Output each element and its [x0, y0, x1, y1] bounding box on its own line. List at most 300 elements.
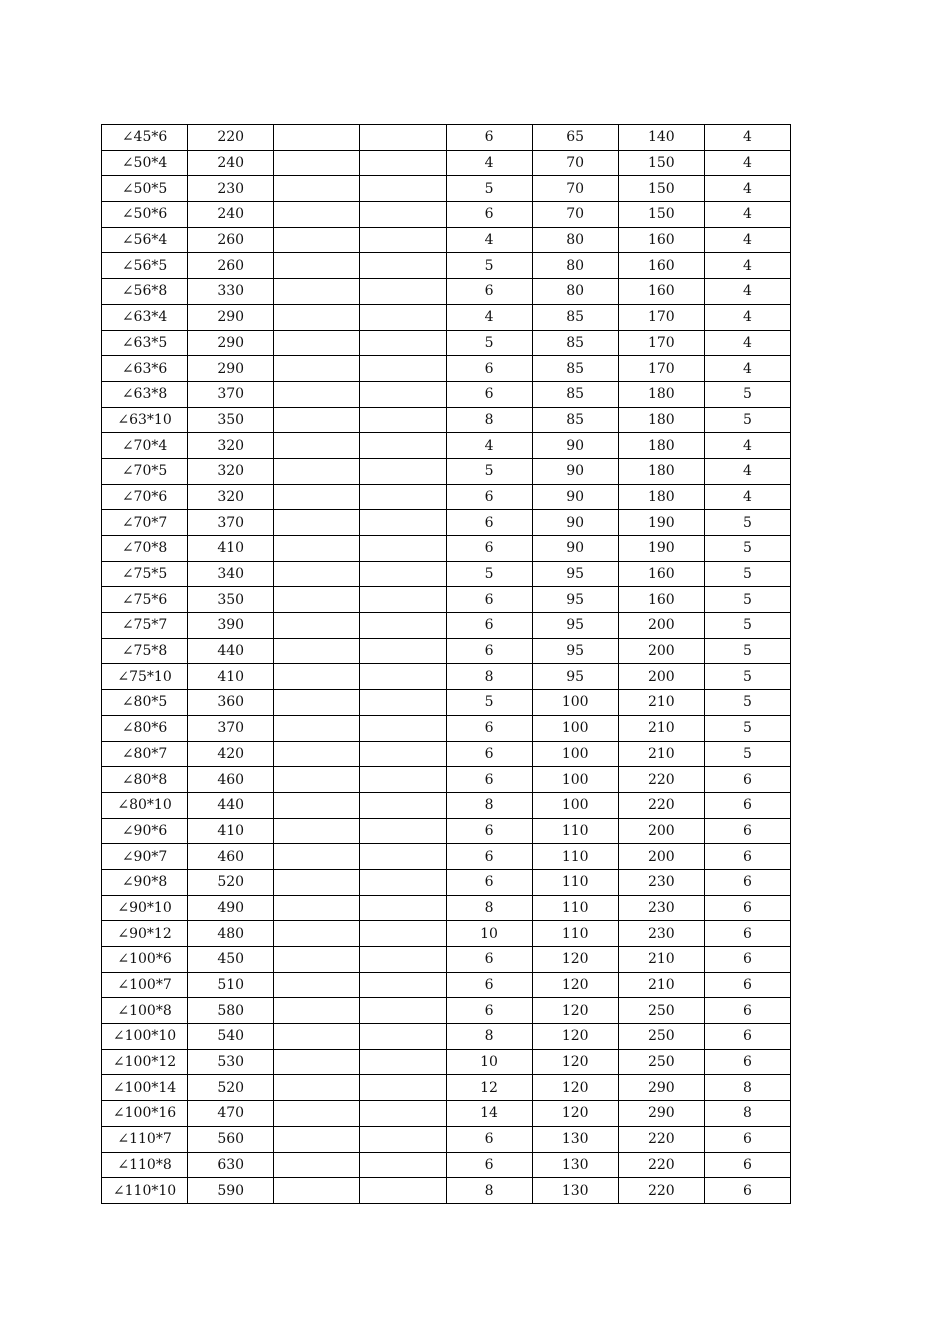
cell-empty-b [360, 433, 446, 459]
cell-empty-a [274, 125, 360, 151]
cell-value-e: 6 [704, 947, 790, 973]
cell-spec: ∠70*8 [102, 536, 188, 562]
table-row [102, 279, 791, 305]
cell-value-a: 290 [188, 304, 274, 330]
cell-value-c: 110 [532, 818, 618, 844]
cell-value-d: 150 [618, 202, 704, 228]
cell-value-d: 180 [618, 433, 704, 459]
cell-value-a: 220 [188, 125, 274, 151]
cell-empty-a [274, 381, 360, 407]
cell-empty-a [274, 947, 360, 973]
cell-value-c: 70 [532, 176, 618, 202]
cell-value-d: 210 [618, 715, 704, 741]
cell-empty-b [360, 613, 446, 639]
table-row [102, 510, 791, 536]
table-row [102, 1101, 791, 1127]
cell-empty-a [274, 1152, 360, 1178]
cell-value-c: 95 [532, 587, 618, 613]
table-row [102, 715, 791, 741]
cell-value-e: 4 [704, 279, 790, 305]
cell-empty-b [360, 150, 446, 176]
table-row [102, 1152, 791, 1178]
cell-empty-b [360, 125, 446, 151]
cell-empty-b [360, 741, 446, 767]
table-row [102, 869, 791, 895]
cell-value-a: 410 [188, 664, 274, 690]
cell-spec: ∠70*7 [102, 510, 188, 536]
cell-value-e: 4 [704, 330, 790, 356]
cell-value-e: 5 [704, 690, 790, 716]
cell-empty-b [360, 1126, 446, 1152]
cell-value-c: 110 [532, 895, 618, 921]
cell-empty-a [274, 690, 360, 716]
cell-value-a: 240 [188, 150, 274, 176]
cell-value-e: 4 [704, 253, 790, 279]
cell-value-b: 5 [446, 176, 532, 202]
cell-value-b: 4 [446, 227, 532, 253]
cell-value-c: 120 [532, 1075, 618, 1101]
cell-value-b: 6 [446, 381, 532, 407]
cell-empty-b [360, 1178, 446, 1204]
cell-spec: ∠80*10 [102, 792, 188, 818]
cell-value-a: 360 [188, 690, 274, 716]
table-row [102, 561, 791, 587]
cell-value-e: 4 [704, 304, 790, 330]
cell-value-b: 6 [446, 741, 532, 767]
cell-spec: ∠75*7 [102, 613, 188, 639]
cell-value-b: 6 [446, 279, 532, 305]
cell-value-b: 6 [446, 356, 532, 382]
cell-value-e: 4 [704, 125, 790, 151]
cell-value-d: 160 [618, 227, 704, 253]
cell-value-e: 6 [704, 869, 790, 895]
cell-empty-a [274, 253, 360, 279]
cell-empty-a [274, 869, 360, 895]
cell-spec: ∠70*4 [102, 433, 188, 459]
cell-value-a: 320 [188, 484, 274, 510]
cell-value-b: 8 [446, 664, 532, 690]
table-row [102, 125, 791, 151]
cell-value-b: 6 [446, 715, 532, 741]
cell-value-c: 120 [532, 998, 618, 1024]
cell-empty-b [360, 561, 446, 587]
cell-value-b: 6 [446, 125, 532, 151]
cell-spec: ∠110*7 [102, 1126, 188, 1152]
cell-value-d: 210 [618, 741, 704, 767]
cell-empty-b [360, 356, 446, 382]
cell-value-b: 6 [446, 613, 532, 639]
cell-spec: ∠90*7 [102, 844, 188, 870]
cell-value-e: 5 [704, 613, 790, 639]
cell-value-c: 95 [532, 613, 618, 639]
cell-empty-a [274, 587, 360, 613]
cell-empty-a [274, 715, 360, 741]
cell-spec: ∠100*10 [102, 1024, 188, 1050]
table-row [102, 536, 791, 562]
cell-value-e: 4 [704, 433, 790, 459]
cell-value-b: 6 [446, 818, 532, 844]
cell-value-d: 160 [618, 279, 704, 305]
cell-value-c: 120 [532, 972, 618, 998]
cell-value-c: 120 [532, 1049, 618, 1075]
cell-spec: ∠80*8 [102, 767, 188, 793]
cell-value-d: 250 [618, 998, 704, 1024]
cell-value-d: 250 [618, 1024, 704, 1050]
cell-value-e: 6 [704, 792, 790, 818]
cell-value-a: 540 [188, 1024, 274, 1050]
cell-value-e: 5 [704, 536, 790, 562]
cell-value-e: 5 [704, 715, 790, 741]
cell-value-b: 4 [446, 433, 532, 459]
cell-value-b: 6 [446, 767, 532, 793]
cell-value-d: 200 [618, 844, 704, 870]
cell-value-a: 350 [188, 407, 274, 433]
cell-empty-b [360, 767, 446, 793]
cell-spec: ∠63*5 [102, 330, 188, 356]
cell-value-b: 6 [446, 587, 532, 613]
cell-value-c: 90 [532, 458, 618, 484]
cell-value-e: 5 [704, 561, 790, 587]
cell-value-d: 150 [618, 150, 704, 176]
cell-spec: ∠50*5 [102, 176, 188, 202]
cell-value-d: 250 [618, 1049, 704, 1075]
cell-spec: ∠75*8 [102, 638, 188, 664]
cell-value-e: 6 [704, 972, 790, 998]
cell-value-e: 6 [704, 921, 790, 947]
cell-value-b: 12 [446, 1075, 532, 1101]
cell-value-a: 260 [188, 253, 274, 279]
cell-value-d: 210 [618, 947, 704, 973]
cell-value-e: 5 [704, 741, 790, 767]
cell-value-d: 170 [618, 356, 704, 382]
cell-empty-b [360, 895, 446, 921]
cell-empty-a [274, 972, 360, 998]
cell-empty-b [360, 690, 446, 716]
cell-value-e: 6 [704, 818, 790, 844]
table-row [102, 407, 791, 433]
cell-empty-b [360, 638, 446, 664]
cell-spec: ∠100*12 [102, 1049, 188, 1075]
cell-empty-a [274, 330, 360, 356]
cell-empty-a [274, 279, 360, 305]
table-row [102, 150, 791, 176]
cell-value-a: 290 [188, 356, 274, 382]
cell-value-b: 6 [446, 202, 532, 228]
cell-value-a: 460 [188, 844, 274, 870]
cell-empty-a [274, 792, 360, 818]
cell-spec: ∠110*8 [102, 1152, 188, 1178]
cell-value-a: 260 [188, 227, 274, 253]
cell-value-c: 95 [532, 561, 618, 587]
cell-value-a: 520 [188, 869, 274, 895]
cell-empty-b [360, 715, 446, 741]
cell-spec: ∠100*7 [102, 972, 188, 998]
cell-value-b: 4 [446, 150, 532, 176]
cell-value-a: 510 [188, 972, 274, 998]
cell-value-a: 240 [188, 202, 274, 228]
cell-empty-a [274, 921, 360, 947]
cell-value-a: 530 [188, 1049, 274, 1075]
table-row [102, 613, 791, 639]
table-row [102, 767, 791, 793]
cell-value-d: 200 [618, 613, 704, 639]
cell-value-b: 6 [446, 947, 532, 973]
cell-value-c: 90 [532, 510, 618, 536]
cell-spec: ∠110*10 [102, 1178, 188, 1204]
cell-value-a: 460 [188, 767, 274, 793]
cell-spec: ∠80*5 [102, 690, 188, 716]
table-row [102, 638, 791, 664]
cell-empty-b [360, 536, 446, 562]
cell-value-b: 4 [446, 304, 532, 330]
cell-empty-a [274, 1075, 360, 1101]
cell-empty-a [274, 664, 360, 690]
cell-value-a: 330 [188, 279, 274, 305]
cell-empty-b [360, 279, 446, 305]
cell-value-d: 230 [618, 921, 704, 947]
cell-value-e: 4 [704, 150, 790, 176]
cell-value-e: 4 [704, 227, 790, 253]
cell-spec: ∠75*5 [102, 561, 188, 587]
cell-value-e: 5 [704, 587, 790, 613]
cell-empty-a [274, 1101, 360, 1127]
cell-value-a: 520 [188, 1075, 274, 1101]
table-row [102, 1126, 791, 1152]
cell-empty-a [274, 356, 360, 382]
cell-empty-b [360, 587, 446, 613]
cell-value-d: 230 [618, 895, 704, 921]
cell-empty-b [360, 998, 446, 1024]
cell-value-b: 10 [446, 1049, 532, 1075]
cell-value-d: 160 [618, 253, 704, 279]
angle-steel-spec-table [101, 124, 791, 1204]
cell-value-e: 6 [704, 1178, 790, 1204]
cell-value-a: 370 [188, 381, 274, 407]
table-row [102, 741, 791, 767]
cell-value-a: 370 [188, 510, 274, 536]
cell-value-d: 220 [618, 792, 704, 818]
cell-empty-b [360, 844, 446, 870]
cell-empty-a [274, 536, 360, 562]
table-row [102, 1178, 791, 1204]
cell-value-e: 6 [704, 844, 790, 870]
cell-empty-a [274, 458, 360, 484]
cell-empty-b [360, 1075, 446, 1101]
cell-empty-a [274, 998, 360, 1024]
table-row [102, 921, 791, 947]
table-row [102, 998, 791, 1024]
cell-value-e: 5 [704, 407, 790, 433]
cell-value-b: 6 [446, 972, 532, 998]
cell-spec: ∠100*14 [102, 1075, 188, 1101]
cell-value-c: 85 [532, 381, 618, 407]
cell-value-c: 95 [532, 638, 618, 664]
cell-value-a: 480 [188, 921, 274, 947]
cell-value-d: 210 [618, 972, 704, 998]
cell-empty-b [360, 869, 446, 895]
table-row [102, 664, 791, 690]
cell-value-d: 220 [618, 1126, 704, 1152]
cell-value-a: 350 [188, 587, 274, 613]
cell-value-e: 6 [704, 767, 790, 793]
cell-value-c: 100 [532, 741, 618, 767]
cell-value-b: 5 [446, 330, 532, 356]
cell-empty-b [360, 1101, 446, 1127]
cell-empty-b [360, 381, 446, 407]
cell-value-c: 120 [532, 1024, 618, 1050]
cell-empty-a [274, 433, 360, 459]
cell-value-b: 5 [446, 253, 532, 279]
cell-empty-b [360, 947, 446, 973]
cell-empty-b [360, 176, 446, 202]
cell-spec: ∠75*10 [102, 664, 188, 690]
cell-value-d: 160 [618, 587, 704, 613]
cell-value-e: 6 [704, 1126, 790, 1152]
table-row [102, 895, 791, 921]
cell-empty-b [360, 202, 446, 228]
cell-value-a: 320 [188, 458, 274, 484]
cell-empty-b [360, 407, 446, 433]
cell-value-d: 180 [618, 381, 704, 407]
cell-spec: ∠90*6 [102, 818, 188, 844]
cell-value-e: 5 [704, 510, 790, 536]
cell-value-b: 6 [446, 510, 532, 536]
cell-spec: ∠63*10 [102, 407, 188, 433]
cell-value-e: 6 [704, 1024, 790, 1050]
cell-value-d: 160 [618, 561, 704, 587]
cell-value-b: 5 [446, 561, 532, 587]
cell-value-b: 6 [446, 1126, 532, 1152]
cell-value-c: 100 [532, 690, 618, 716]
cell-empty-b [360, 1152, 446, 1178]
table-row [102, 690, 791, 716]
table-row [102, 792, 791, 818]
cell-spec: ∠56*4 [102, 227, 188, 253]
cell-value-b: 14 [446, 1101, 532, 1127]
cell-spec: ∠100*6 [102, 947, 188, 973]
cell-value-b: 6 [446, 536, 532, 562]
table-row [102, 176, 791, 202]
cell-empty-a [274, 1049, 360, 1075]
cell-value-b: 6 [446, 1152, 532, 1178]
cell-value-e: 6 [704, 998, 790, 1024]
cell-empty-a [274, 407, 360, 433]
cell-spec: ∠56*5 [102, 253, 188, 279]
cell-value-c: 80 [532, 253, 618, 279]
cell-value-c: 90 [532, 536, 618, 562]
table-row [102, 1049, 791, 1075]
cell-value-a: 580 [188, 998, 274, 1024]
cell-value-c: 85 [532, 330, 618, 356]
table-row [102, 330, 791, 356]
cell-value-c: 85 [532, 407, 618, 433]
cell-value-c: 130 [532, 1152, 618, 1178]
cell-empty-b [360, 1024, 446, 1050]
cell-spec: ∠70*5 [102, 458, 188, 484]
cell-empty-b [360, 510, 446, 536]
cell-value-d: 200 [618, 664, 704, 690]
table-row [102, 972, 791, 998]
cell-empty-b [360, 253, 446, 279]
cell-spec: ∠75*6 [102, 587, 188, 613]
table-row [102, 253, 791, 279]
cell-value-a: 440 [188, 638, 274, 664]
cell-spec: ∠90*12 [102, 921, 188, 947]
cell-spec: ∠80*7 [102, 741, 188, 767]
table-row [102, 1075, 791, 1101]
cell-value-a: 340 [188, 561, 274, 587]
cell-value-b: 5 [446, 458, 532, 484]
cell-value-d: 220 [618, 767, 704, 793]
cell-empty-a [274, 150, 360, 176]
cell-value-a: 420 [188, 741, 274, 767]
cell-value-c: 80 [532, 279, 618, 305]
cell-value-d: 220 [618, 1178, 704, 1204]
cell-value-b: 10 [446, 921, 532, 947]
cell-spec: ∠50*4 [102, 150, 188, 176]
cell-value-a: 470 [188, 1101, 274, 1127]
cell-value-c: 80 [532, 227, 618, 253]
cell-value-e: 6 [704, 895, 790, 921]
cell-spec: ∠45*6 [102, 125, 188, 151]
cell-value-a: 230 [188, 176, 274, 202]
cell-value-a: 410 [188, 818, 274, 844]
cell-spec: ∠90*10 [102, 895, 188, 921]
cell-spec: ∠63*4 [102, 304, 188, 330]
cell-value-c: 90 [532, 484, 618, 510]
cell-value-b: 8 [446, 792, 532, 818]
cell-value-e: 5 [704, 638, 790, 664]
cell-value-e: 5 [704, 381, 790, 407]
cell-empty-b [360, 818, 446, 844]
cell-value-c: 110 [532, 844, 618, 870]
cell-empty-b [360, 330, 446, 356]
cell-value-d: 170 [618, 330, 704, 356]
cell-value-b: 8 [446, 407, 532, 433]
cell-empty-a [274, 638, 360, 664]
cell-value-d: 150 [618, 176, 704, 202]
cell-spec: ∠63*8 [102, 381, 188, 407]
cell-value-c: 70 [532, 202, 618, 228]
cell-empty-a [274, 844, 360, 870]
cell-empty-a [274, 1024, 360, 1050]
cell-empty-a [274, 741, 360, 767]
table-row [102, 818, 791, 844]
cell-spec: ∠100*8 [102, 998, 188, 1024]
cell-value-c: 85 [532, 356, 618, 382]
cell-value-c: 70 [532, 150, 618, 176]
cell-empty-b [360, 972, 446, 998]
cell-value-a: 490 [188, 895, 274, 921]
cell-spec: ∠63*6 [102, 356, 188, 382]
cell-value-e: 4 [704, 484, 790, 510]
cell-empty-b [360, 792, 446, 818]
cell-value-b: 6 [446, 484, 532, 510]
cell-empty-a [274, 818, 360, 844]
cell-value-a: 590 [188, 1178, 274, 1204]
cell-empty-a [274, 1126, 360, 1152]
cell-value-d: 200 [618, 818, 704, 844]
cell-empty-a [274, 484, 360, 510]
cell-value-d: 190 [618, 510, 704, 536]
cell-value-d: 140 [618, 125, 704, 151]
cell-value-c: 120 [532, 947, 618, 973]
cell-value-c: 65 [532, 125, 618, 151]
cell-value-a: 560 [188, 1126, 274, 1152]
cell-empty-a [274, 176, 360, 202]
cell-value-a: 410 [188, 536, 274, 562]
table-row [102, 381, 791, 407]
